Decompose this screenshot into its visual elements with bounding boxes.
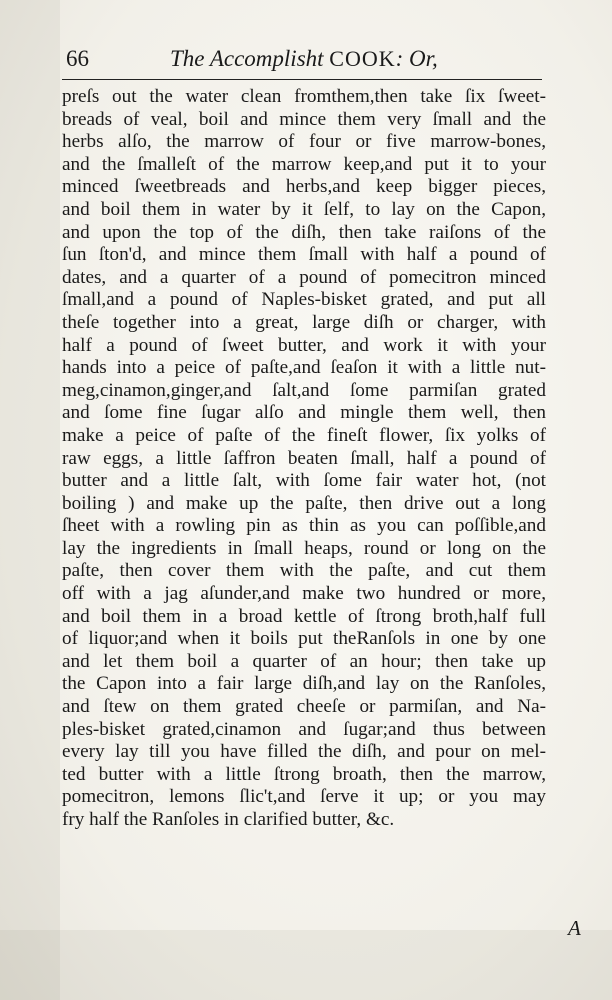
paper-speckle bbox=[0, 0, 60, 1000]
text-line: dates, and a quarter of a pound of pomecitron minced bbox=[62, 266, 546, 288]
text-line: breads of veal, boil and mince them very ſmall and the bbox=[62, 108, 546, 130]
paper-speckle bbox=[0, 930, 612, 1000]
running-title-tail: : Or, bbox=[395, 46, 438, 71]
text-line: butter and a little ſalt, with ſome fair water hot, (not bbox=[62, 470, 546, 492]
text-line: the Capon into a fair large diſh,and lay on the Ranſoles, bbox=[62, 673, 546, 695]
running-header bbox=[66, 46, 544, 76]
text-line: and let them boil a quarter of an hour; then take up bbox=[62, 650, 546, 672]
text-line: ples-bisket grated,cinamon and ſugar;and thus between bbox=[62, 718, 546, 740]
recipe-text bbox=[62, 86, 546, 832]
text-line: pomecitron, lemons ſlic't,and ſerve it up; or you may bbox=[62, 786, 546, 808]
text-line: raw eggs, a little ſaffron beaten ſmall, half a pound of bbox=[62, 447, 546, 469]
running-title-caps: COOK bbox=[329, 46, 396, 71]
text-line: and upon the top of the diſh, then take raiſons of the bbox=[62, 221, 546, 243]
text-line: lay the ingredients in ſmall heaps, round or long on the bbox=[62, 537, 546, 559]
catchword: A bbox=[568, 916, 581, 940]
page-number: 66 bbox=[66, 46, 89, 71]
text-line-last: fry half the Ranſoles in clarified butter, &c. bbox=[62, 809, 395, 830]
text-line: off with a jag aſunder,and make two hundred or more, bbox=[62, 583, 546, 605]
text-line: every lay till you have filled the diſh, and pour on mel- bbox=[62, 741, 546, 763]
text-line: meg,cinamon,ginger,and ſalt,and ſome parmiſan grated bbox=[62, 379, 546, 401]
text-line: hands into a peice of paſte,and ſeaſon it with a little nut- bbox=[62, 357, 546, 379]
text-line: of liquor;and when it boils put theRanſols in one by one bbox=[62, 628, 546, 650]
text-line: ſun ſton'd, and mince them ſmall with half a pound of bbox=[62, 244, 546, 266]
text-line: theſe together into a great, large diſh or charger, with bbox=[62, 311, 546, 333]
text-line: paſte, then cover them with the paſte, and cut them bbox=[62, 560, 546, 582]
text-line: boiling ) and make up the paſte, then drive out a long bbox=[62, 492, 546, 514]
text-line: ſheet with a rowling pin as thin as you can poſſible,and bbox=[62, 515, 546, 537]
text-line: make a peice of paſte of the fineſt flower, ſix yolks of bbox=[62, 424, 546, 446]
text-line: ſmall,and a pound of Naples-bisket grated, and put all bbox=[62, 289, 546, 311]
running-title bbox=[170, 46, 438, 72]
text-line: half a pound of ſweet butter, and work it with your bbox=[62, 334, 546, 356]
header-rule bbox=[62, 79, 542, 80]
text-line: minced ſweetbreads and herbs,and keep bigger pieces, bbox=[62, 176, 546, 198]
text-line: and boil them in water by it ſelf, to lay on the Capon, bbox=[62, 198, 546, 220]
running-title-italic: The Accomplisht bbox=[170, 46, 324, 71]
text-line: ted butter with a little ſtrong broath, then the marrow, bbox=[62, 763, 546, 785]
text-line: and ſtew on them grated cheeſe or parmiſan, and Na- bbox=[62, 696, 546, 718]
text-line: and boil them in a broad kettle of ſtrong broth,half full bbox=[62, 605, 546, 627]
text-line: herbs alſo, the marrow of four or five marrow-bones, bbox=[62, 131, 546, 153]
text-line: and the ſmalleſt of the marrow keep,and put it to your bbox=[62, 153, 546, 175]
text-line: and ſome fine ſugar alſo and mingle them well, then bbox=[62, 402, 546, 424]
text-line: preſs out the water clean fromthem,then take ſix ſweet- bbox=[62, 86, 546, 107]
